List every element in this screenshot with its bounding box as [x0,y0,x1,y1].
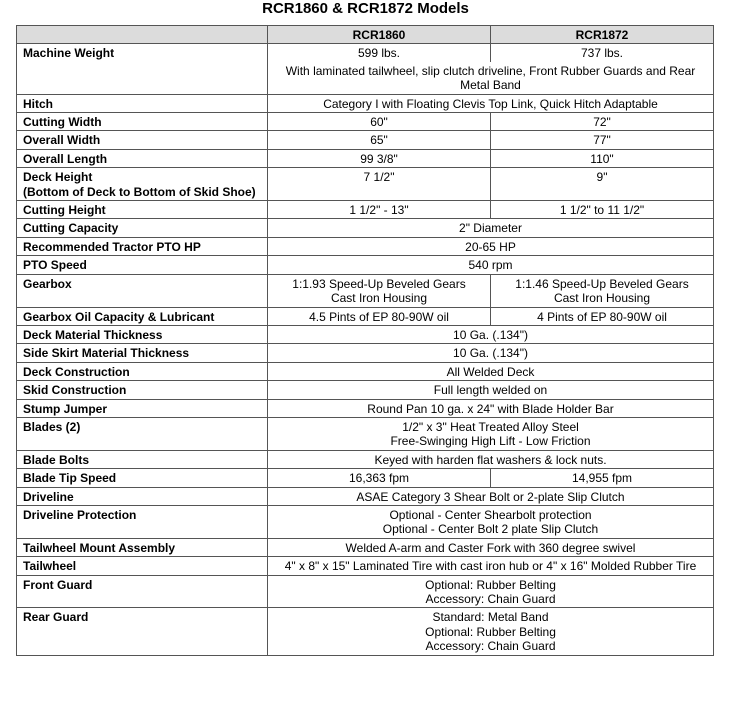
value-cell-rcr1860-line: 1 1/2" - 13" [349,203,409,218]
table-row [17,608,714,655]
table-row [17,219,714,237]
row-label [17,575,268,608]
row-label-line: Tailwheel [23,559,77,574]
row-label [17,94,268,112]
table-row [17,307,714,325]
row-label-line: Front Guard [23,577,93,592]
row-label [17,417,268,450]
value-cell-rcr1872-line: 737 lbs. [580,46,624,61]
row-label [17,538,268,556]
value-cell-rcr1872 [491,469,714,487]
value-cell-rcr1872 [491,149,714,167]
row-label-line: Driveline [23,489,74,504]
value-cell-rcr1872 [491,113,714,131]
row-label [17,487,268,505]
value-cell-rcr1872 [491,44,714,62]
row-label-line: Gearbox [23,276,72,291]
row-label [17,219,268,237]
row-label [17,274,268,307]
row-label-line: Skid Construction [23,383,127,398]
row-label-line: Overall Length [23,151,108,166]
value-cell-rcr1872-line: 14,955 fpm [571,471,633,486]
value-cell-rcr1872-line: 72" [593,115,611,130]
row-label [17,362,268,380]
table-row [17,505,714,538]
value-cell-rcr1860 [268,131,491,149]
spec-table [16,25,714,656]
value-cell-both [268,362,714,380]
value-cell-rcr1860-line: 65" [370,133,388,148]
value-cell-both-line: 10 Ga. (.134") [453,346,528,361]
value-cell-rcr1872-line: 1 1/2" to 11 1/2" [559,203,645,218]
table-row [17,538,714,556]
value-cell-both-line: Category I with Floating Clevis Top Link, Quick Hitch Adaptable [323,96,658,111]
table-row [17,113,714,131]
value-cell-rcr1872-line: 4 Pints of EP 80-90W oil [537,309,667,324]
value-cell-rcr1872-line: 1:1.46 Speed-Up Beveled Gears [515,276,689,291]
table-row [17,201,714,219]
value-cell-rcr1872 [491,201,714,219]
table-row [17,237,714,255]
value-cell-rcr1860-line: 16,363 fpm [348,471,410,486]
table-row [17,131,714,149]
row-label-line: PTO Speed [23,258,87,273]
value-cell-rcr1860 [268,113,491,131]
table-row [17,94,714,112]
row-label-line: Tailwheel Mount Assembly [23,540,176,555]
row-label [17,201,268,219]
value-cell-both-line: Standard: Metal Band [432,610,549,625]
row-label-line: Hitch [23,96,53,111]
value-cell-both [268,505,714,538]
header-cell-blank [17,26,268,44]
table-row [17,469,714,487]
value-cell-rcr1860-line: 599 lbs. [357,46,401,61]
table-row [17,381,714,399]
row-label-line: Overall Width [23,133,101,148]
value-cell-rcr1860 [268,149,491,167]
table-row [17,362,714,380]
row-label-line: Deck Construction [23,364,130,379]
row-label-line: Deck Material Thickness [23,327,163,342]
value-cell-both-line: 2" Diameter [459,221,522,236]
value-cell-rcr1872 [491,274,714,307]
row-label-line: Machine Weight [23,46,115,61]
row-label [17,168,268,201]
value-cell-rcr1860 [268,469,491,487]
row-label-line: Stump Jumper [23,401,108,416]
value-cell-both [268,557,714,575]
row-label [17,469,268,487]
table-row [17,44,714,62]
value-cell-rcr1860 [268,201,491,219]
row-label-line: (Bottom of Deck to Bottom of Skid Shoe) [23,184,256,199]
value-cell-rcr1860-line: 1:1.93 Speed-Up Beveled Gears [292,276,466,291]
value-cell-rcr1872-line: 77" [593,133,611,148]
value-cell-note-line: Metal Band [460,78,521,93]
row-label [17,237,268,255]
row-label [17,608,268,655]
value-cell-rcr1860-line: 60" [370,115,388,130]
value-cell-both [268,538,714,556]
value-cell-both [268,344,714,362]
value-cell-both [268,417,714,450]
row-label-line: Recommended Tractor PTO HP [23,239,201,254]
value-cell-both-line: 4" x 8" x 15" Laminated Tire with cast iron hub or 4" x 16" Molded Rubber Tire [284,559,697,574]
value-cell-rcr1872-line: Cast Iron Housing [553,291,651,306]
value-cell-note-line: With laminated tailwheel, slip clutch driveline, Front Rubber Guards and Rear [285,63,696,78]
value-cell-rcr1860 [268,44,491,62]
value-cell-rcr1860-line: 7 1/2" [363,170,395,185]
table-row [17,450,714,468]
value-cell-both-line: Accessory: Chain Guard [425,592,556,606]
value-cell-rcr1860 [268,168,491,201]
value-cell-both-line: Optional - Center Bolt 2 plate Slip Clutch [382,522,599,537]
value-cell-both-line: Full length welded on [433,383,548,398]
table-row [17,149,714,167]
value-cell-both [268,450,714,468]
value-cell-both-line: Welded A-arm and Caster Fork with 360 degree swivel [345,540,636,555]
table-header-row [17,26,714,44]
value-cell-rcr1872-line: 110" [590,151,614,166]
row-label [17,399,268,417]
table-row [17,344,714,362]
value-cell-rcr1872 [491,131,714,149]
table-row [17,168,714,201]
value-cell-both-line: Round Pan 10 ga. x 24" with Blade Holder Bar [367,401,614,416]
table-row [17,274,714,307]
row-label-line: Cutting Height [23,203,106,218]
row-label [17,557,268,575]
value-cell-both-line: Optional: Rubber Belting [425,624,556,639]
row-label [17,505,268,538]
value-cell-both-line: 10 Ga. (.134") [453,327,528,342]
row-label-line: Side Skirt Material Thickness [23,346,190,361]
value-cell-both [268,94,714,112]
value-cell-rcr1872 [491,307,714,325]
value-cell-rcr1860 [268,307,491,325]
value-cell-rcr1872 [491,168,714,201]
value-cell-both-line: Optional: Rubber Belting [425,577,556,592]
row-label [17,307,268,325]
value-cell-both-line: 540 rpm [468,258,513,273]
row-label-line: Blade Bolts [23,452,90,467]
row-label-line: Cutting Width [23,115,102,130]
value-cell-both-line: 1/2" x 3" Heat Treated Alloy Steel [402,419,579,434]
row-label-line: Cutting Capacity [23,221,119,236]
value-cell-both [268,219,714,237]
value-cell-both-line: Free-Swinging High Lift - Low Friction [390,434,591,449]
table-row [17,487,714,505]
value-cell-both-line: Optional - Center Shearbolt protection [389,507,592,522]
value-cell-both [268,608,714,655]
row-label [17,113,268,131]
header-cell-rcr1872: RCR1872 [491,26,714,44]
header-cell-rcr1860: RCR1860 [268,26,491,44]
table-row [17,557,714,575]
value-cell-both [268,381,714,399]
value-cell-both [268,325,714,343]
value-cell-both-line: 20-65 HP [465,239,516,254]
row-label [17,450,268,468]
value-cell-both-line: Accessory: Chain Guard [425,639,556,654]
value-cell-both [268,487,714,505]
value-cell-rcr1872-line: 9" [596,170,608,185]
value-cell-both-line: ASAE Category 3 Shear Bolt or 2-plate Slip Clutch [356,489,625,504]
row-label-line: Rear Guard [23,610,89,625]
row-label [17,381,268,399]
table-row [17,399,714,417]
value-cell-rcr1860 [268,274,491,307]
row-label [17,344,268,362]
row-label-line: Deck Height [23,170,93,185]
value-cell-both-line: All Welded Deck [446,364,535,379]
page-title: RCR1860 & RCR1872 Models [262,0,469,17]
value-cell-rcr1860-line: Cast Iron Housing [330,291,428,306]
value-cell-both [268,575,714,608]
value-cell-both [268,399,714,417]
row-label [17,256,268,274]
value-cell-both-line: Keyed with harden flat washers & lock nuts. [374,452,607,467]
table-row [17,575,714,608]
table-row [17,417,714,450]
value-cell-rcr1860-line: 4.5 Pints of EP 80-90W oil [309,309,449,324]
row-label-line: Blades (2) [23,419,81,434]
table-row [17,256,714,274]
row-label [17,149,268,167]
value-cell-rcr1860-line: 99 3/8" [360,151,398,166]
row-label [17,44,268,94]
row-label-line: Blade Tip Speed [23,471,117,486]
row-label-line: Gearbox Oil Capacity & Lubricant [23,309,215,324]
value-cell-note [268,62,714,94]
row-label [17,325,268,343]
spec-table-body [17,26,714,656]
row-label-line: Driveline Protection [23,507,137,522]
row-label [17,131,268,149]
value-cell-both [268,256,714,274]
table-row [17,325,714,343]
value-cell-both [268,237,714,255]
